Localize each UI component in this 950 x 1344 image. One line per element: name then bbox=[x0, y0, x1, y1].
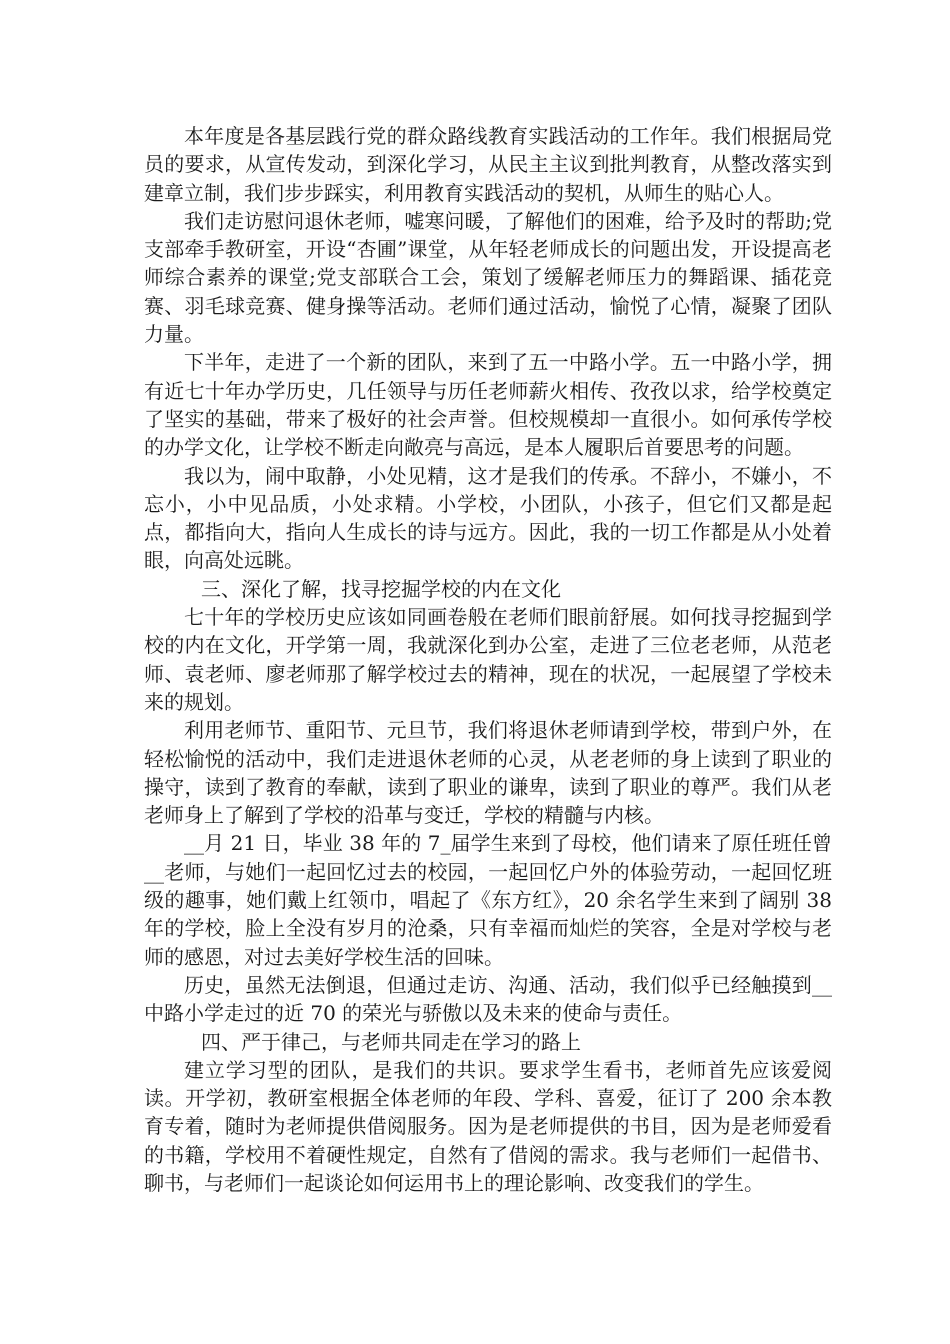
paragraph: 利用老师节、重阳节、元旦节，我们将退休老师请到学校，带到户外，在轻松愉悦的活动中，我们走进退休老师的心灵，从老老师的身上读到了职业的操守，读到了教育的奉献，读到了职业的谦卑，读到了职业的尊严。我们从老老师身上了解到了学校的沿革与变迁，学校的精髓与内核。 bbox=[144, 718, 832, 828]
paragraph: 我以为，闹中取静，小处见精，这才是我们的传承。不辞小，不嫌小，不忘小，小中见品质，小处求精。小学校，小团队，小孩子，但它们又都是起点，都指向大，指向人生成长的诗与远方。因此，我的一切工作都是从小处着眼，向高处远眺。 bbox=[144, 463, 832, 573]
paragraph: 建立学习型的团队，是我们的共识。要求学生看书，老师首先应该爱阅读。开学初，教研室根据全体老师的年段、学科、喜爱，征订了 200 余本教育专着，随时为老师提供借阅服务。因为是老师提供的书目，因为是老师爱看的书籍，学校用不着硬性规定，自然有了借阅的需求。我与老师们一起借书、聊书，与老师们一起谈论如何运用书上的理论影响、改变我们的学生。 bbox=[144, 1057, 832, 1195]
paragraph: 我们走访慰问退休老师，嘘寒问暖，了解他们的困难，给予及时的帮助;党支部牵手教研室，开设“杏圃”课堂，从年轻老师成长的问题出发，开设提高老师综合素养的课堂;党支部联合工会，策划了缓解老师压力的舞蹈课、插花竞赛、羽毛球竞赛、健身操等活动。老师们通过活动，愉悦了心情，凝聚了团队力量。 bbox=[144, 208, 832, 347]
paragraph: __月 21 日，毕业 38 年的 7_届学生来到了母校，他们请来了原任班任曾__老师，与她们一起回忆过去的校园，一起回忆户外的体验劳动，一起回忆班级的趣事，她们戴上红领巾，唱起了《东方红》，20 余名学生来到了阔别 38 年的学校，脸上全没有岁月的沧桑，只有幸福而灿烂的笑容，全是对学校与老师的感恩，对过去美好学校生活的回味。 bbox=[144, 831, 832, 969]
section-heading: 四、严于律己，与老师共同走在学习的路上 bbox=[201, 1029, 581, 1054]
paragraph: 下半年，走进了一个新的团队，来到了五一中路小学。五一中路小学，拥有近七十年办学历史，几任领导与历任老师薪火相传、孜孜以求，给学校奠定了坚实的基础，带来了极好的社会声誉。但校规模却一直很小。如何承传学校的办学文化，让学校不断走向敞亮与高远，是本人履职后首要思考的问题。 bbox=[144, 350, 832, 460]
paragraph: 七十年的学校历史应该如同画卷般在老师们眼前舒展。如何找寻挖掘到学校的内在文化，开学第一周，我就深化到办公室，走进了三位老老师，从范老师、袁老师、廖老师那了解学校过去的精神，现在的状况，一起展望了学校未来的规划。 bbox=[144, 605, 832, 714]
document-body bbox=[144, 122, 832, 1197]
section-heading: 三、深化了解，找寻挖掘学校的内在文化 bbox=[201, 576, 561, 601]
paragraph: 本年度是各基层践行党的群众路线教育实践活动的工作年。我们根据局党员的要求，从宣传发动，到深化学习，从民主主议到批判教育，从整改落实到建章立制，我们步步踩实，利用教育实践活动的契机，从师生的贴心人。 bbox=[144, 124, 832, 205]
paragraph: 历史，虽然无法倒退，但通过走访、沟通、活动，我们似乎已经触摸到__中路小学走过的近 70 的荣光与骄傲以及未来的使命与责任。 bbox=[144, 972, 832, 1026]
